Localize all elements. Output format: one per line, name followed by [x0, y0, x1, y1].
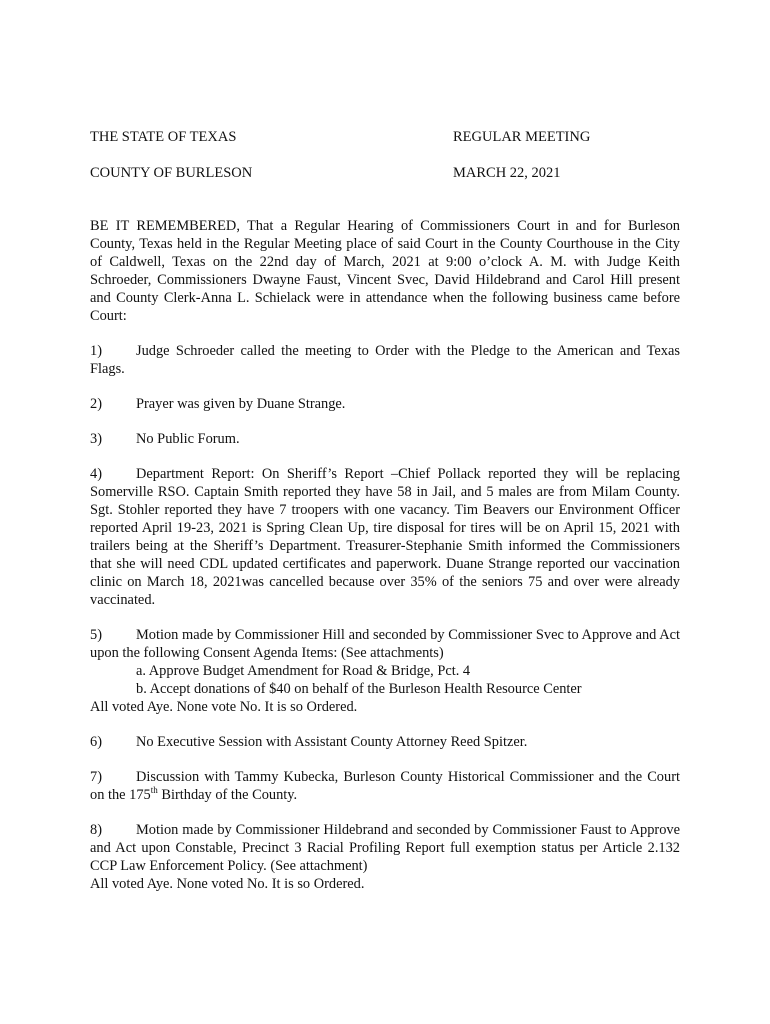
header-state: THE STATE OF TEXAS [90, 129, 237, 145]
item-text: Motion made by Commissioner Hill and seconded by Commissioner Svec to Approve and Act upon the following Consent Agenda Items: (See attachments) [90, 627, 680, 661]
minutes-body [90, 217, 680, 910]
item-8 [90, 821, 680, 875]
item-2 [90, 395, 680, 413]
item-6 [90, 733, 680, 751]
item-number: 7) [90, 769, 102, 785]
header-county: COUNTY OF BURLESON [90, 165, 253, 181]
superscript-th: th [150, 785, 158, 796]
item-text: Judge Schroeder called the meeting to Order with the Pledge to the American and Texas Flags. [90, 343, 680, 377]
item-text: No Executive Session with Assistant County Attorney Reed Spitzer. [136, 734, 528, 750]
item-5-sub-b: b. Accept donations of $40 on behalf of the Burleson Health Resource Center [136, 681, 582, 697]
item-8-vote: All voted Aye. None voted No. It is so Ordered. [90, 876, 365, 892]
item-number: 3) [90, 431, 102, 447]
item-number: 6) [90, 734, 102, 750]
item-text: No Public Forum. [136, 431, 240, 447]
item-4 [90, 465, 680, 609]
item-number: 2) [90, 396, 102, 412]
header-date: MARCH 22, 2021 [453, 165, 561, 181]
item-5-vote: All voted Aye. None vote No. It is so Ordered. [90, 699, 358, 715]
item-text-after: Birthday of the County. [157, 787, 298, 803]
item-text: Prayer was given by Duane Strange. [136, 396, 346, 412]
item-1 [90, 342, 680, 378]
item-5-sub-a: a. Approve Budget Amendment for Road & Bridge, Pct. 4 [136, 663, 471, 679]
item-number: 1) [90, 343, 102, 359]
item-number: 5) [90, 627, 102, 643]
header-meeting-type: REGULAR MEETING [453, 129, 591, 145]
item-number: 8) [90, 822, 102, 838]
item-text-before: Discussion with Tammy Kubecka, Burleson County Historical Commissioner and the Court on the 175 [90, 769, 680, 803]
item-7 [90, 768, 680, 804]
item-3 [90, 430, 680, 448]
intro-paragraph: BE IT REMEMBERED, That a Regular Hearing of Commissioners Court in and for Burleson County, Texas held in the Regular Meeting place of said Court in the County Courthouse in the City of Caldwell, Texas on the 22nd day of March, 2021 at 9:00 o’clock A. M. with Judge Keith Schroeder, Commissioners Dwayne Faust, Vincent Svec, David Hildebrand and Carol Hill present and County Clerk-Anna L. Schielack were in attendance when the following business came before Court: [90, 218, 680, 324]
item-text: Motion made by Commissioner Hildebrand and seconded by Commissioner Faust to Approve and Act upon Constable, Precinct 3 Racial Profiling Report full exemption status per Article 2.132 CCP Law Enforcement Policy. (See attachment) [90, 822, 680, 874]
item-5 [90, 626, 680, 662]
item-text: Department Report: On Sheriff’s Report –Chief Pollack reported they will be replacing Somerville RSO. Captain Smith reported they have 58 in Jail, and 5 males are from Milam County. Sgt. Stohler reported they have 7 troopers with one vacancy. Tim Beavers our Environment Officer reported April 19-23, 2021 is Spring Clean Up, tire disposal for tires will be on April 15, 2021 with trailers being at the Sheriff’s Department. Treasurer-Stephanie Smith informed the Commissioners that she will need CDL updated certificates and paperwork. Duane Strange reported our vaccination clinic on March 18, 2021was cancelled because over 35% of the seniors 75 and over were already vaccinated. [90, 466, 680, 608]
item-number: 4) [90, 466, 102, 482]
